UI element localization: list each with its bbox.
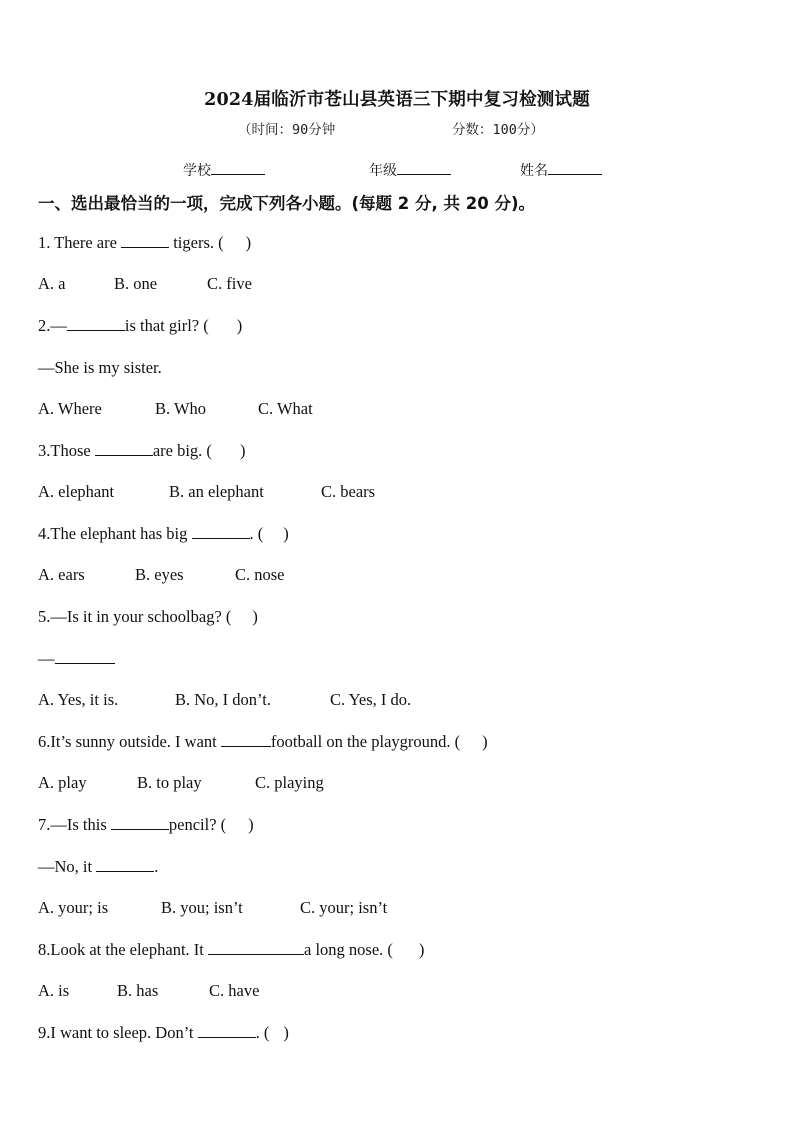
option-b[interactable]: B. eyes [135, 565, 184, 584]
school-label: 学校 [183, 163, 211, 179]
answer-text: —No, it [38, 857, 97, 876]
option-c[interactable]: C. have [209, 981, 260, 1000]
question-text: a long nose. ( [304, 940, 393, 959]
option-c[interactable]: C. playing [255, 773, 324, 792]
option-b[interactable]: B. an elephant [169, 482, 264, 501]
paren-close: ) [248, 815, 254, 834]
question-text: pencil? ( [168, 815, 227, 834]
question-3 [38, 441, 245, 461]
answer-blank[interactable] [96, 857, 154, 872]
answer-blank[interactable] [55, 649, 115, 664]
question-3-options [38, 482, 375, 502]
question-1-options [38, 274, 252, 294]
question-7-options [38, 898, 387, 918]
option-a[interactable]: A. Where [38, 399, 102, 418]
paren-close: ) [482, 732, 488, 751]
paren-close: ) [245, 233, 252, 252]
question-text: 2.— [38, 316, 67, 335]
exam-score: 分数：100分） [452, 122, 544, 138]
paren-close: ) [236, 316, 243, 335]
question-9 [38, 1023, 289, 1043]
question-text: 7.—Is this [38, 815, 111, 834]
question-8-options [38, 981, 259, 1001]
question-text: 1. There are [38, 233, 122, 252]
question-2 [38, 316, 242, 336]
option-c[interactable]: C. What [258, 399, 313, 418]
option-a[interactable]: A. a [38, 274, 66, 293]
section-heading: 一、选出最恰当的一项，完成下列各小题。(每题 2 分, 共 20 分)。 [38, 194, 536, 213]
option-c[interactable]: C. bears [321, 482, 376, 501]
question-2-options [38, 399, 313, 419]
option-a[interactable]: A. ears [38, 565, 85, 584]
answer-blank[interactable] [67, 316, 125, 331]
question-7-answer [38, 857, 158, 877]
option-b[interactable]: B. No, I don’t. [175, 690, 271, 709]
question-5-answer [38, 649, 115, 669]
question-text: 5.—Is it in your schoolbag? ( [38, 607, 232, 626]
option-b[interactable]: B. to play [137, 773, 202, 792]
option-b[interactable]: B. has [117, 981, 159, 1000]
option-a[interactable]: A. is [38, 981, 70, 1000]
question-text: are big. ( [152, 441, 212, 460]
answer-blank[interactable] [121, 233, 169, 248]
name-blank[interactable] [548, 161, 602, 175]
question-1 [38, 233, 251, 253]
question-4 [38, 524, 289, 544]
answer-blank[interactable] [221, 732, 271, 747]
option-b[interactable]: B. Who [155, 399, 207, 418]
answer-text: . [154, 857, 159, 876]
page-title: 2024届临沂市苍山县英语三下期中复习检测试题 [204, 90, 590, 110]
answer-blank[interactable] [208, 940, 304, 955]
name-label: 姓名 [520, 163, 548, 179]
question-8 [38, 940, 424, 960]
option-a[interactable]: A. Yes, it is. [38, 690, 119, 709]
exam-time: （时间：90分钟 [238, 122, 336, 138]
question-text: 9.I want to sleep. Don’t [38, 1023, 198, 1042]
grade-label: 年级 [369, 163, 397, 179]
question-text: . ( [255, 1023, 270, 1042]
paren-close: ) [239, 441, 246, 460]
answer-blank[interactable] [198, 1023, 256, 1038]
question-4-options [38, 565, 285, 585]
option-c[interactable]: C. five [207, 274, 252, 293]
question-text: football on the playground. ( [270, 732, 461, 751]
option-a[interactable]: A. your; is [38, 898, 109, 917]
question-5-options [38, 690, 411, 710]
answer-blank[interactable] [111, 815, 169, 830]
paren-close: ) [418, 940, 425, 959]
question-text: 8.Look at the elephant. It [38, 940, 208, 959]
grade-field [369, 160, 451, 180]
question-text: tigers. ( [169, 233, 224, 252]
question-6 [38, 732, 488, 752]
option-c[interactable]: C. nose [235, 565, 285, 584]
paren-close: ) [252, 607, 258, 626]
question-text: 6.It’s sunny outside. I want [38, 732, 221, 751]
paren-close: ) [283, 524, 289, 543]
exam-meta [0, 118, 794, 138]
question-text: 3.Those [38, 441, 95, 460]
answer-dash: — [38, 649, 55, 668]
option-b[interactable]: B. you; isn’t [161, 898, 243, 917]
question-text: 4.The elephant has big [38, 524, 192, 543]
school-field [183, 160, 265, 180]
student-info [0, 160, 794, 180]
option-a[interactable]: A. elephant [38, 482, 115, 501]
grade-blank[interactable] [397, 161, 451, 175]
option-c[interactable]: C. your; isn’t [300, 898, 388, 917]
answer-blank[interactable] [192, 524, 250, 539]
question-2-answer: —She is my sister. [38, 358, 162, 377]
question-5 [38, 607, 258, 627]
question-6-options [38, 773, 324, 793]
paren-close: ) [283, 1023, 289, 1042]
answer-blank[interactable] [95, 441, 153, 456]
school-blank[interactable] [211, 161, 265, 175]
name-field [520, 160, 602, 180]
option-a[interactable]: A. play [38, 773, 87, 792]
question-7 [38, 815, 254, 835]
question-text: is that girl? ( [124, 316, 209, 335]
option-b[interactable]: B. one [114, 274, 158, 293]
option-c[interactable]: C. Yes, I do. [330, 690, 412, 709]
question-text: . ( [249, 524, 264, 543]
